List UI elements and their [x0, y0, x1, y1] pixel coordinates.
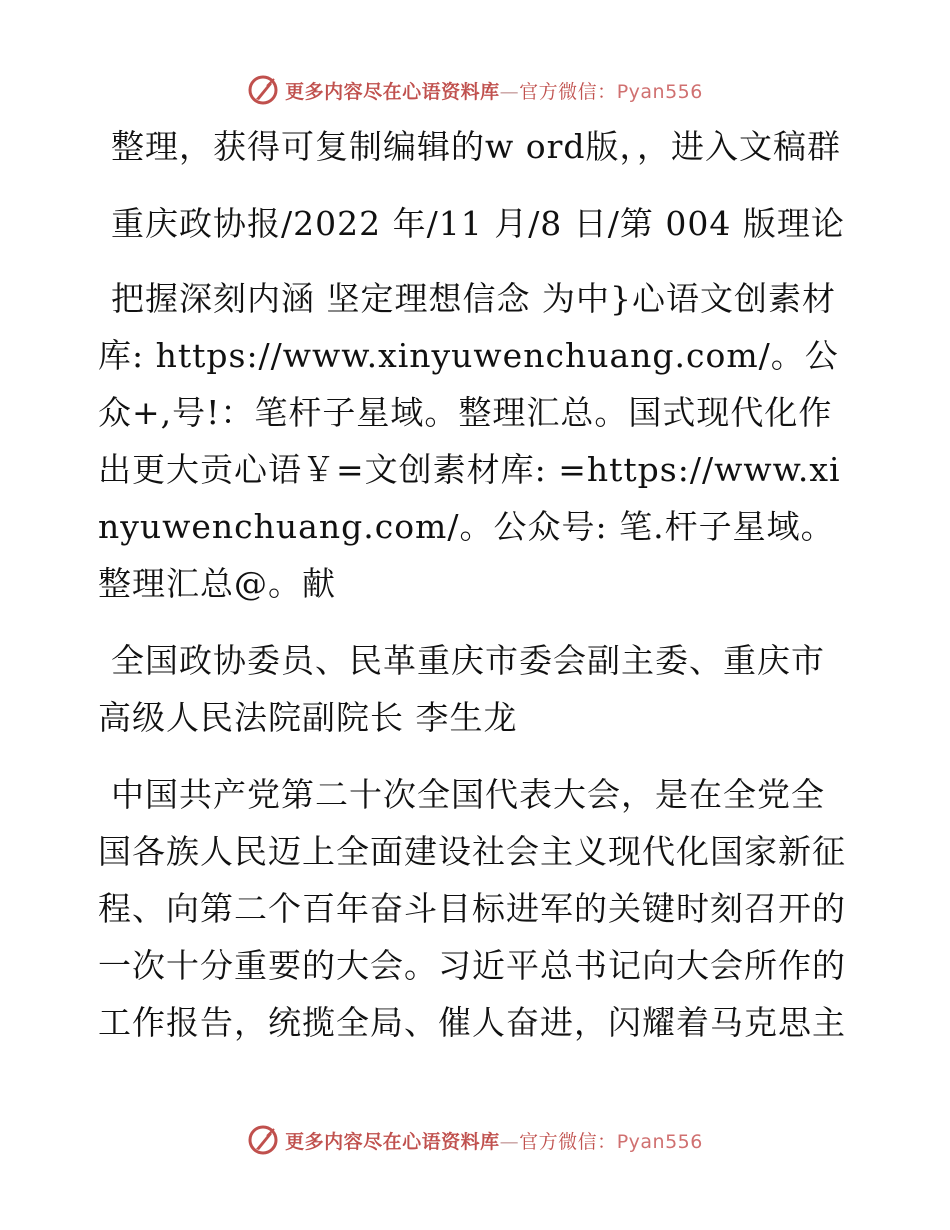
paragraph-title: 把握深刻内涵 坚定理想信念 为中}心语文创素材库: https://www.xinyuwenchuang.com/。公众+,号!：笔杆子星域。整理汇总。国式现代化作出更大贡心语￥=文创素材库: =https://www.xinyuwenchuang.com/。公众号: 笔.杆子星域。整理汇总@。献	[98, 279, 841, 603]
paragraph-body: 中国共产党第二十次全国代表大会，是在全党全国各族人民迈上全面建设社会主义现代化国家新征程、向第二个百年奋斗目标进军的关键时刻召开的一次十分重要的大会。习近平总书记向大会所作的工作报告，统揽全局、催人奋进，闪耀着马克思主	[98, 775, 846, 1042]
banner-wechat-label: 官方微信：	[519, 80, 617, 103]
quill-logo-icon	[247, 1124, 279, 1156]
paragraph-source: 重庆政协报/2022 年/11 月/8 日/第 004 版理论	[111, 204, 845, 243]
banner-wechat-id: Pyan556	[616, 1130, 703, 1153]
banner-wechat-id: Pyan556	[616, 80, 703, 103]
document-body	[98, 118, 850, 1071]
banner-main-text: 更多内容尽在心语资料库	[285, 80, 500, 103]
banner-dash: —	[499, 80, 520, 103]
header-banner	[0, 70, 950, 110]
paragraph-author: 全国政协委员、民革重庆市委会副主委、重庆市高级人民法院副院长 李生龙	[98, 641, 825, 737]
banner-dash: —	[499, 1130, 520, 1153]
footer-banner	[0, 1120, 950, 1160]
banner-wechat-label: 官方微信：	[519, 1130, 617, 1153]
paragraph-intro: 整理，获得可复制编辑的w ord版，，进入文稿群	[111, 127, 842, 166]
quill-logo-icon	[247, 74, 279, 106]
banner-main-text: 更多内容尽在心语资料库	[285, 1130, 500, 1153]
